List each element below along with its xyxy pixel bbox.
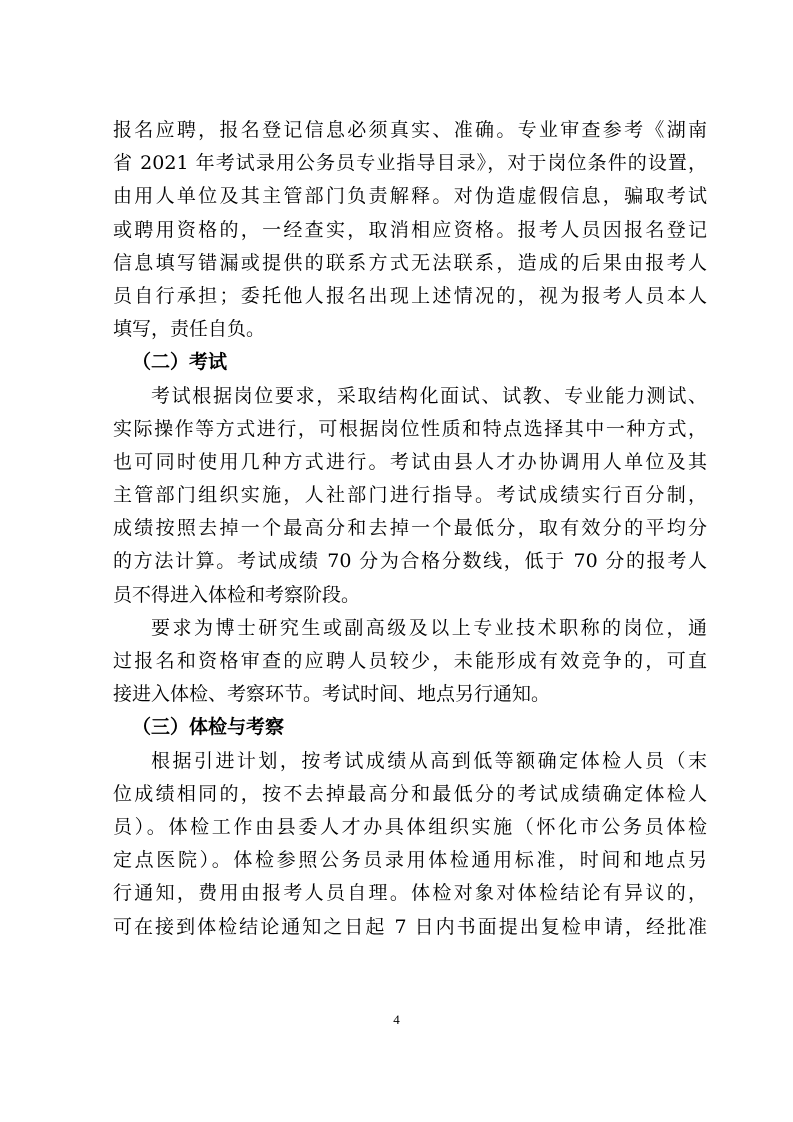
body-line: 可在接到体检结论通知之日起 7 日内书面提出复检申请，经批准 [113, 915, 707, 938]
document-body [113, 114, 707, 944]
body-line: 定点医院）。体检参照公务员录用体检通用标准，时间和地点另 [113, 849, 707, 872]
body-line: 由用人单位及其主管部门负责解释。对伪造虚假信息，骗取考试 [113, 185, 707, 208]
body-line: 成绩按照去掉一个最高分和去掉一个最低分，取有效分的平均分 [113, 517, 707, 540]
body-line: 也可同时使用几种方式进行。考试由县人才办协调用人单位及其 [113, 450, 707, 473]
body-line: 过报名和资格审查的应聘人员较少，未能形成有效竞争的，可直 [113, 650, 707, 672]
body-line: 省 2021 年考试录用公务员专业指导目录》，对于岗位条件的设置， [113, 152, 707, 175]
body-line: 或聘用资格的，一经查实，取消相应资格。报考人员因报名登记 [113, 218, 707, 241]
body-line: 主管部门组织实施，人社部门进行指导。考试成绩实行百分制， [113, 484, 707, 507]
section-heading-physical-exam: （三）体检与考察 [132, 716, 285, 739]
body-line: 行通知，费用由报考人员自理。体检对象对体检结论有异议的， [113, 882, 707, 905]
body-line: 填写，责任自负。 [113, 318, 266, 341]
body-line: 接进入体检、考察环节。考试时间、地点另行通知。 [113, 683, 551, 706]
body-line: 位成绩相同的，按不去掉最高分和最低分的考试成绩确定体检人 [113, 782, 707, 805]
body-line: 信息填写错漏或提供的联系方式无法联系，造成的后果由报考人 [113, 251, 707, 274]
section-heading-exam: （二）考试 [132, 351, 228, 374]
body-line: 的方法计算。考试成绩 70 分为合格分数线，低于 70 分的报考人 [113, 550, 707, 573]
body-line: 根据引进计划，按考试成绩从高到低等额确定体检人员（末 [151, 749, 707, 772]
body-line: 要求为博士研究生或副高级及以上专业技术职称的岗位，通 [151, 616, 707, 639]
body-line: 实际操作等方式进行，可根据岗位性质和特点选择其中一种方式， [113, 417, 707, 440]
body-line: 员）。体检工作由县委人才办具体组织实施（怀化市公务员体检 [113, 815, 707, 838]
body-line: 员自行承担；委托他人报名出现上述情况的，视为报考人员本人 [113, 284, 707, 307]
page-number: 4 [393, 1012, 400, 1027]
body-line: 报名应聘，报名登记信息必须真实、准确。专业审查参考《湖南 [113, 119, 707, 141]
body-line: 考试根据岗位要求，采取结构化面试、试教、专业能力测试、 [151, 384, 707, 407]
body-line: 员不得进入体检和考察阶段。 [113, 583, 361, 606]
